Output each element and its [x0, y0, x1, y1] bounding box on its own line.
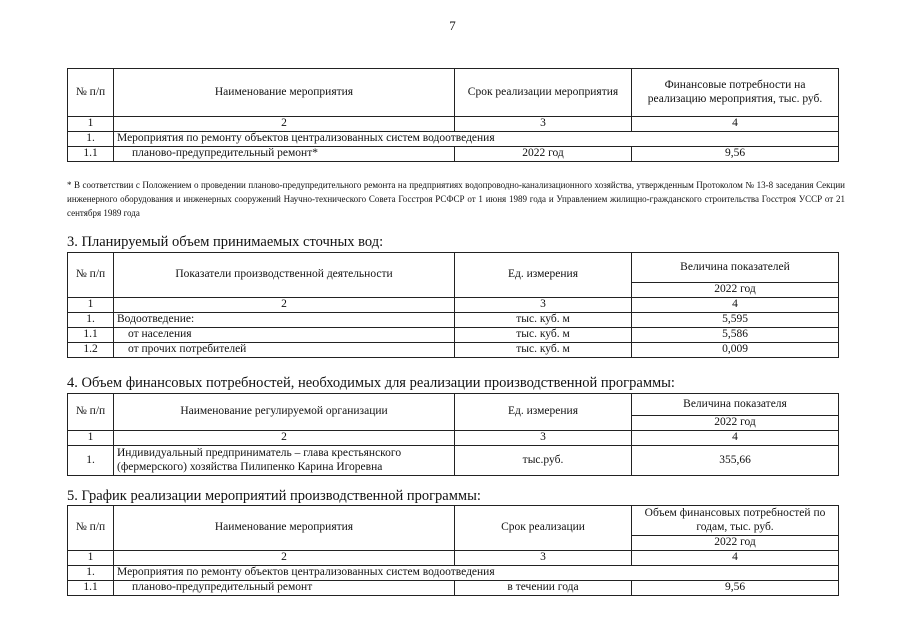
row-num: 1.2	[68, 343, 114, 358]
row-value: 5,586	[632, 328, 839, 343]
row-name: Водоотведение:	[114, 313, 455, 328]
table-row	[68, 132, 839, 147]
col-number: 3	[455, 117, 632, 132]
table-row	[68, 566, 839, 581]
row-num: 1.1	[68, 328, 114, 343]
header-num: № п/п	[68, 69, 114, 117]
row-name: планово-предупредительный ремонт	[114, 581, 455, 596]
col-number: 3	[455, 431, 632, 446]
row-unit: тыс. куб. м	[455, 313, 632, 328]
row-num: 1.	[68, 313, 114, 328]
table-row	[68, 313, 839, 328]
table-row	[68, 328, 839, 343]
measures-table	[67, 68, 839, 162]
row-num: 1.	[68, 566, 114, 581]
row-num: 1.1	[68, 581, 114, 596]
col-number: 4	[632, 431, 839, 446]
col-number: 3	[455, 551, 632, 566]
header-measure-name: Наименование мероприятия	[114, 506, 455, 551]
header-year: 2022 год	[632, 416, 839, 431]
table-row	[68, 581, 839, 596]
header-term: Срок реализации	[455, 506, 632, 551]
col-number: 1	[68, 431, 114, 446]
row-value: 5,595	[632, 313, 839, 328]
header-unit: Ед. измерения	[455, 394, 632, 431]
col-number: 1	[68, 298, 114, 313]
row-value: 9,56	[632, 581, 839, 596]
row-name: от населения	[114, 328, 455, 343]
footnote: * В соответствии с Положением о проведении планово-предупредительного ремонта на предприятиях водопроводно-канализационного хозяйства, утвержденным Протоколом № 13-8 заседания Секции инженерного оборудования и инженерных сооружений Научно-технического Совета Госстроя РСФСР от 1 июня 1989 года и Управлением жилищно-гражданского строительства Госстроя УССР от 21 сентября 1989 года	[67, 180, 845, 218]
section4-title: 4. Объем финансовых потребностей, необходимых для реализации производственной программы:	[67, 375, 675, 391]
row-unit: тыс. куб. м	[455, 343, 632, 358]
header-num: № п/п	[68, 506, 114, 551]
row-num: 1.1	[68, 147, 114, 162]
header-year: 2022 год	[632, 536, 839, 551]
header-financial-needs: Финансовые потребности на реализацию мероприятия, тыс. руб.	[632, 69, 839, 117]
table-row	[68, 343, 839, 358]
header-year: 2022 год	[632, 283, 839, 298]
header-term: Срок реализации мероприятия	[455, 69, 632, 117]
row-num: 1.	[68, 132, 114, 147]
col-number: 2	[114, 298, 455, 313]
row-value: 0,009	[632, 343, 839, 358]
section3-title: 3. Планируемый объем принимаемых сточных вод:	[67, 234, 384, 250]
row-name: планово-предупредительный ремонт*	[114, 147, 455, 162]
row-term: 2022 год	[455, 147, 632, 162]
col-number: 1	[68, 117, 114, 132]
section5-title: 5. График реализации мероприятий производственной программы:	[67, 488, 481, 504]
col-number: 2	[114, 431, 455, 446]
header-unit: Ед. измерения	[455, 253, 632, 298]
page-number: 7	[449, 18, 456, 33]
row-num: 1.	[68, 446, 114, 476]
financial-needs-table	[67, 393, 839, 476]
col-number: 2	[114, 117, 455, 132]
row-value: 355,66	[632, 446, 839, 476]
schedule-table	[67, 505, 839, 596]
col-number: 4	[632, 117, 839, 132]
row-unit: тыс. куб. м	[455, 328, 632, 343]
row-term: в течении года	[455, 581, 632, 596]
header-indicators: Показатели производственной деятельности	[114, 253, 455, 298]
header-measure-name: Наименование мероприятия	[114, 69, 455, 117]
col-number: 1	[68, 551, 114, 566]
header-financial-volume: Объем финансовых потребностей по годам, тыс. руб.	[632, 506, 839, 536]
header-organization: Наименование регулируемой организации	[114, 394, 455, 431]
row-name: от прочих потребителей	[114, 343, 455, 358]
table-row	[68, 446, 839, 476]
row-unit: тыс.руб.	[455, 446, 632, 476]
col-number: 2	[114, 551, 455, 566]
row-group-name: Мероприятия по ремонту объектов централизованных систем водоотведения	[114, 132, 839, 147]
row-value: 9,56	[632, 147, 839, 162]
table-row	[68, 147, 839, 162]
header-num: № п/п	[68, 394, 114, 431]
header-value: Величина показателя	[632, 394, 839, 416]
row-group-name: Мероприятия по ремонту объектов централизованных систем водоотведения	[114, 566, 839, 581]
wastewater-table	[67, 252, 839, 358]
header-num: № п/п	[68, 253, 114, 298]
row-organization: Индивидуальный предприниматель – глава крестьянского (фермерского) хозяйства Пилипенко Карина Игоревна	[114, 446, 455, 476]
col-number: 4	[632, 298, 839, 313]
col-number: 3	[455, 298, 632, 313]
col-number: 4	[632, 551, 839, 566]
header-values: Величина показателей	[632, 253, 839, 283]
